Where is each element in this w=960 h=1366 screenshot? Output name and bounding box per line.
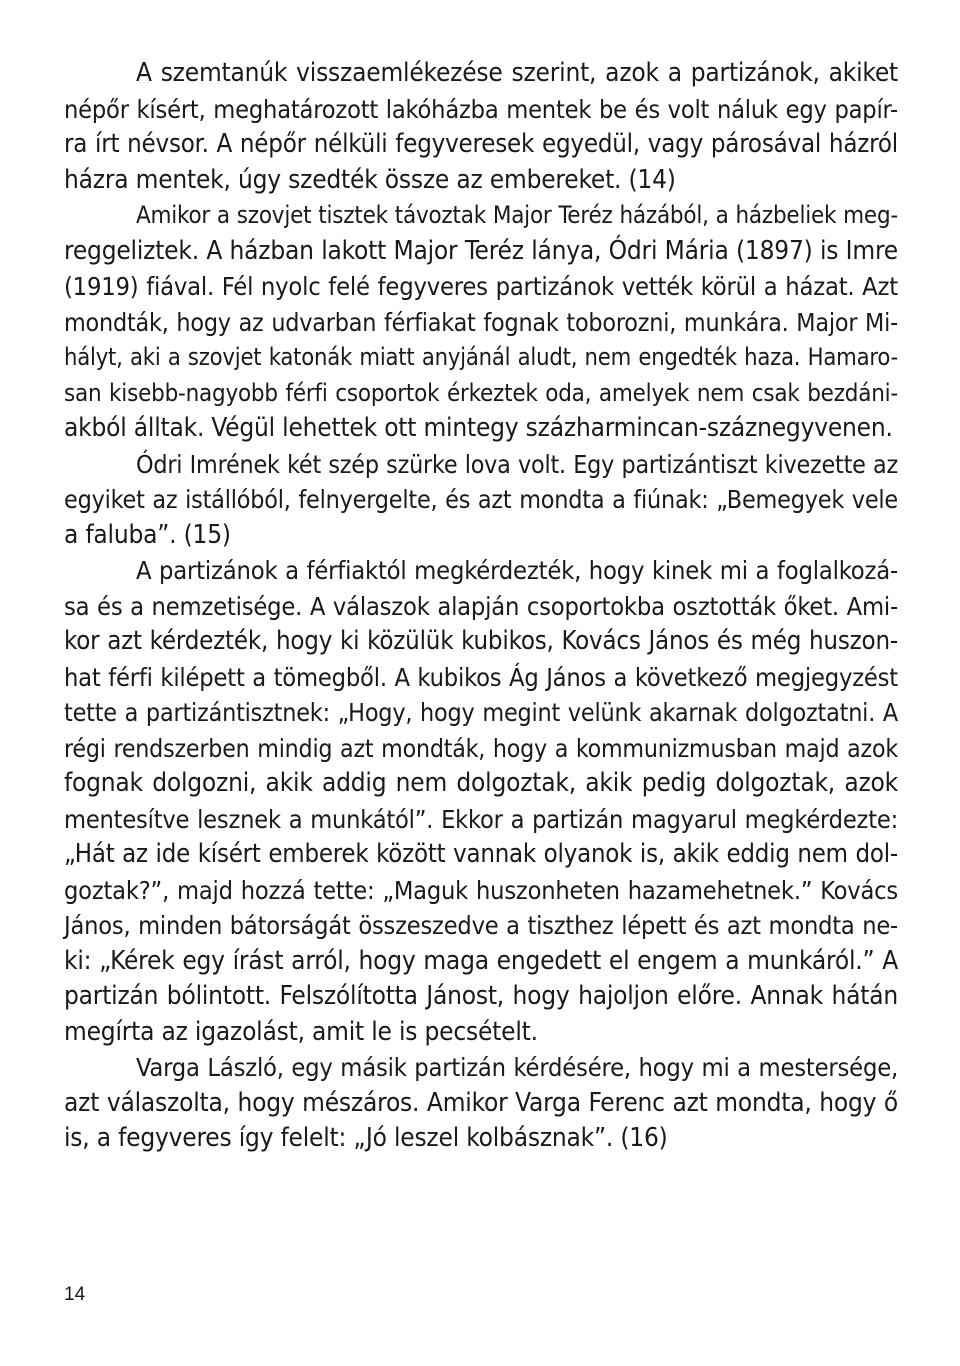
body-text	[64, 56, 898, 1157]
text-line: hat férfi kilépett a tömegből. A kubikos Ág János a következő megjegyzést	[64, 662, 898, 692]
text-line: akból álltak. Végül lehettek ott mintegy százharmincan-száznegyvenen.	[64, 413, 893, 443]
page-number: 14	[64, 1284, 86, 1305]
text-line: megírta az igazolást, amit le is pecsételt.	[64, 1016, 538, 1047]
text-line: A szemtanúk visszaemlékezése szerint, azok a partizánok, akiket	[136, 58, 898, 88]
text-line: ra írt névsor. A népőr nélküli fegyveresek egyedül, vagy párosával házról	[64, 129, 898, 159]
text-line: goztak?”, majd hozzá tette: „Maguk huszonheten hazamehetnek.” Kovács	[64, 875, 898, 905]
text-line: mentesítve lesznek a munkától”. Ekkor a partizán magyarul megkérdezte:	[64, 804, 898, 834]
text-line: házra mentek, úgy szedték össze az embereket. (14)	[64, 164, 676, 195]
text-line: azt válaszolta, hogy mészáros. Amikor Varga Ferenc azt mondta, hogy ő	[64, 1087, 898, 1118]
text-line: Ódri Imrének két szép szürke lova volt. Egy partizántiszt kivezette az	[136, 449, 898, 479]
text-line: Amikor a szovjet tisztek távoztak Major Teréz házából, a házbeliek meg-	[136, 201, 898, 229]
text-line: ki: „Kérek egy írást arról, hogy maga engedett el engem a munkáról.” A	[64, 945, 898, 976]
text-line: kor azt kérdezték, hogy ki közülük kubikos, Kovács János és még huszon-	[64, 626, 898, 656]
text-line: János, minden bátorságát összeszedve a tiszthez lépett és azt mondta ne-	[64, 911, 898, 940]
text-line: sa és a nemzetisége. A válaszok alapján csoportokba osztották őket. Ami-	[64, 591, 898, 621]
text-line: (1919) fiával. Fél nyolc felé fegyveres partizánok vették körül a házat. Azt	[64, 272, 898, 301]
text-line: hályt, aki a szovjet katonák miatt anyjánál aludt, nem engedték haza. Hamaro-	[64, 343, 898, 371]
text-line: partizán bólintott. Felszólította Jánost, hogy hajoljon előre. Annak hátán	[64, 981, 898, 1011]
text-line: is, a fegyveres így felelt: „Jó leszel kolbásznak”. (16)	[64, 1123, 668, 1153]
text-line: a faluba”. (15)	[64, 519, 231, 550]
text-line: mondták, hogy az udvarban férfiakat fognak toborozni, munkára. Major Mi-	[64, 307, 898, 337]
text-line: népőr kísért, meghatározott lakóházba mentek be és volt náluk egy papír-	[64, 94, 898, 124]
text-line: régi rendszerben mindig azt mondták, hogy a kommunizmusban majd azok	[64, 733, 898, 763]
text-line: tette a partizántisztnek: „Hogy, hogy megint velünk akarnak dolgoztatni. A	[64, 698, 898, 727]
text-line: Varga László, egy másik partizán kérdésére, hogy mi a mestersége,	[136, 1053, 898, 1082]
text-line: „Hát az ide kísért emberek között vannak olyanok is, akik eddig nem dol-	[64, 839, 898, 869]
text-line: reggeliztek. A házban lakott Major Teréz lánya, Ódri Mária (1897) is Imre	[64, 235, 898, 266]
text-line: fognak dolgozni, akik addig nem dolgoztak, akik pedig dolgoztak, azok	[64, 768, 898, 798]
text-line: A partizánok a férfiaktól megkérdezték, hogy kinek mi a foglalkozá-	[136, 556, 898, 585]
text-line: san kisebb-nagyobb férfi csoportok érkeztek oda, amelyek nem csak bezdáni-	[64, 378, 898, 407]
text-line: egyiket az istállóból, felnyergelte, és azt mondta a fiúnak: „Bemegyek vele	[64, 485, 898, 514]
